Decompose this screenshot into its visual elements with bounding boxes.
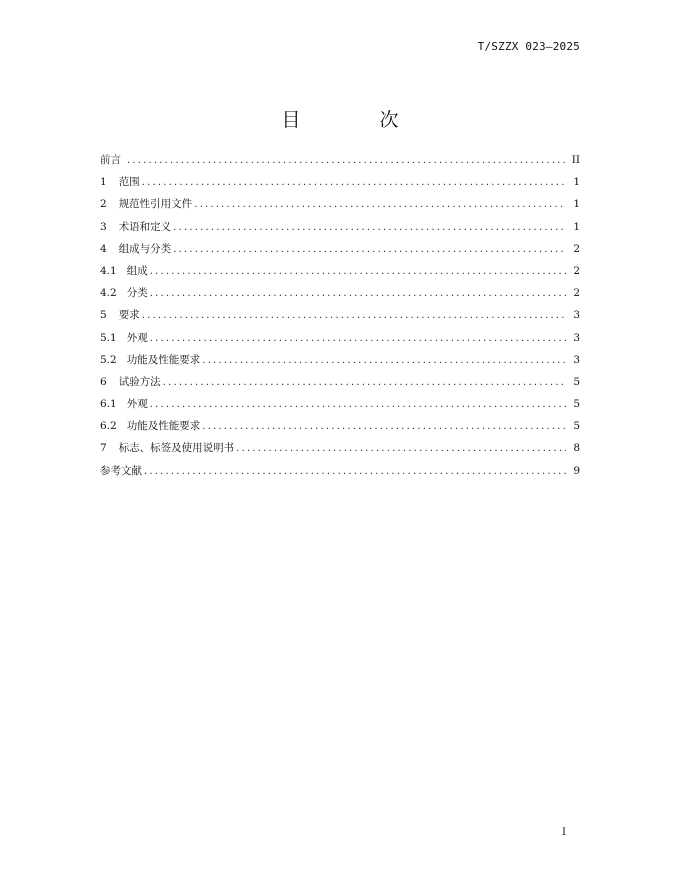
- toc-entry-number: 6.2: [100, 420, 117, 433]
- toc-entry[interactable]: [100, 285, 580, 307]
- toc-dot-leader: [236, 443, 566, 454]
- toc-entry[interactable]: [100, 396, 580, 418]
- toc-entry-page: 2: [573, 264, 580, 277]
- toc-entry-label: 外观: [126, 398, 148, 411]
- toc-entry-page: 5: [573, 420, 580, 433]
- toc-entry-page: 2: [573, 287, 580, 300]
- toc-entry[interactable]: [100, 152, 580, 174]
- toc-entry[interactable]: [100, 196, 580, 218]
- toc-entry-label: 前言: [100, 154, 121, 166]
- toc-entry-number: 3: [100, 220, 107, 233]
- toc-entry-page: 3: [573, 309, 580, 322]
- toc-entry-number: 5.1: [100, 331, 117, 344]
- toc-entry-number: 1: [100, 176, 107, 189]
- toc-entry-label: 术语和定义: [118, 220, 172, 233]
- toc-title: 目 次: [281, 109, 429, 131]
- toc-entry[interactable]: [100, 418, 580, 440]
- toc-entry-number: 5: [100, 309, 107, 322]
- toc-entry-page: 1: [573, 198, 580, 211]
- toc-entry-number: 2: [100, 198, 107, 211]
- toc-dot-leader: [144, 466, 566, 477]
- toc-entry-page: 5: [573, 375, 580, 388]
- document-code: T/SZZX 023—2025: [477, 40, 580, 53]
- toc-entry[interactable]: [100, 241, 580, 263]
- toc-entry[interactable]: [100, 374, 580, 396]
- toc-entry-page: 3: [573, 331, 580, 344]
- toc-dot-leader: [163, 377, 566, 388]
- toc-entry-label: 规范性引用文件: [118, 198, 193, 211]
- toc-dot-leader: [150, 333, 566, 344]
- toc-entry-page: II: [571, 154, 580, 166]
- toc-entry-page: 1: [573, 176, 580, 189]
- toc-entry-label: 功能及性能要求: [126, 420, 201, 433]
- toc-entry-label: 分类: [126, 287, 148, 300]
- toc-entry-page: 3: [573, 353, 580, 366]
- toc-entry-number: 4.2: [100, 287, 117, 300]
- toc-dot-leader: [150, 399, 566, 410]
- toc-dot-leader: [142, 310, 566, 321]
- toc-entry[interactable]: [100, 263, 580, 285]
- toc-entry[interactable]: [100, 219, 580, 241]
- toc-entry-number: 6.1: [100, 398, 117, 411]
- toc-entry[interactable]: [100, 330, 580, 352]
- toc-entry-number: 6: [100, 375, 107, 388]
- toc-entry[interactable]: [100, 463, 580, 485]
- toc-entry-page: 9: [573, 464, 580, 477]
- toc-entry-page: 8: [573, 442, 580, 455]
- toc-dot-leader: [127, 155, 566, 166]
- toc-entry-label: 范围: [118, 176, 140, 189]
- toc-dot-leader: [194, 199, 566, 210]
- toc-dot-leader: [202, 355, 566, 366]
- toc-entry-label: 功能及性能要求: [126, 353, 201, 366]
- toc-entry-label: 组成与分类: [118, 242, 172, 255]
- toc-dot-leader: [173, 244, 566, 255]
- toc-dot-leader: [150, 288, 566, 299]
- toc-entry-page: 1: [573, 220, 580, 233]
- toc-dot-leader: [142, 177, 566, 188]
- toc-entry-label: 组成: [126, 264, 148, 277]
- toc-entry[interactable]: [100, 352, 580, 374]
- toc-entry-number: 7: [100, 442, 107, 455]
- toc-entry[interactable]: [100, 440, 580, 462]
- toc-entry-number: 5.2: [100, 353, 117, 366]
- toc-dot-leader: [150, 266, 566, 277]
- toc-dot-leader: [202, 421, 566, 432]
- toc-entry-label: 试验方法: [118, 375, 161, 388]
- table-of-contents: [100, 152, 580, 485]
- page-number: I: [562, 827, 566, 838]
- toc-entry-page: 2: [573, 242, 580, 255]
- toc-entry[interactable]: [100, 307, 580, 329]
- toc-entry-page: 5: [573, 398, 580, 411]
- toc-entry-number: 4: [100, 242, 107, 255]
- toc-entry-label: 要求: [118, 309, 140, 322]
- toc-entry-label: 参考文献: [100, 464, 142, 477]
- toc-dot-leader: [173, 222, 566, 233]
- toc-entry-label: 标志、标签及使用说明书: [118, 442, 235, 455]
- toc-entry[interactable]: [100, 174, 580, 196]
- toc-entry-label: 外观: [126, 331, 148, 344]
- toc-entry-number: 4.1: [100, 264, 117, 277]
